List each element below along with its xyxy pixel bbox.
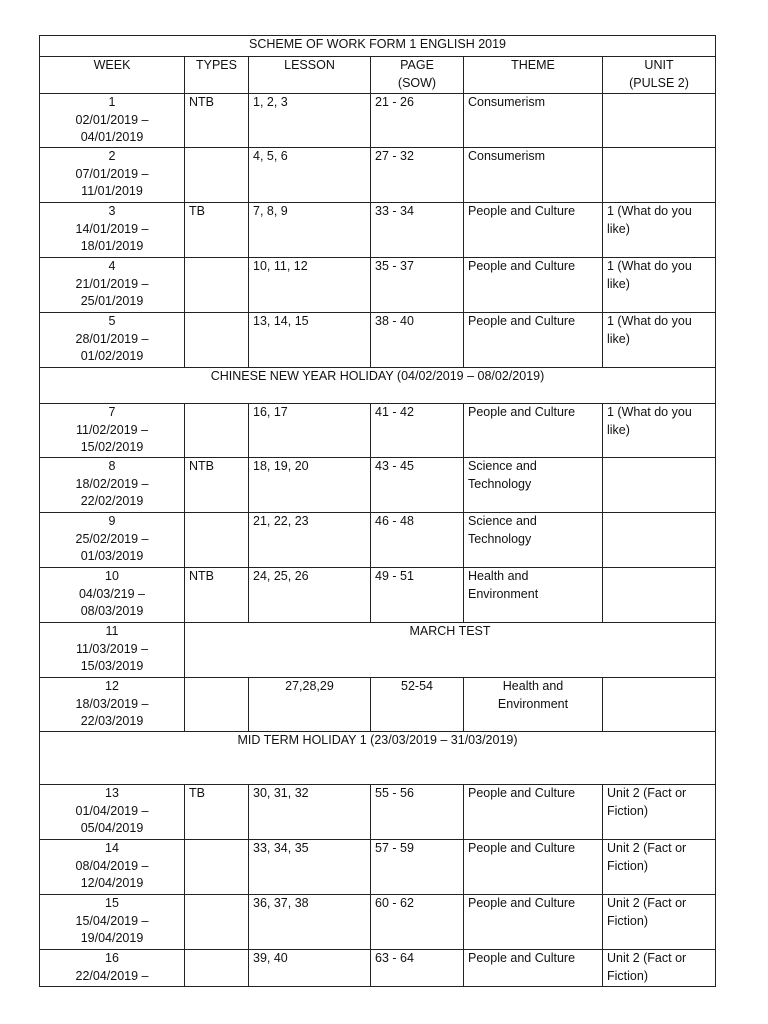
table-body: [40, 94, 716, 987]
week-end-date: 22/03/2019: [80, 714, 144, 728]
week-end-date: 01/02/2019: [80, 349, 144, 363]
week-number: 7: [108, 405, 116, 419]
type-cell: [185, 950, 249, 987]
week-start-date: 28/01/2019 –: [75, 331, 149, 346]
lesson-cell: 18, 19, 20: [249, 458, 371, 513]
unit-cell: 1 (What do you like): [603, 404, 716, 458]
week-end-date: 18/01/2019: [80, 239, 144, 253]
holiday-row: [40, 732, 716, 785]
type-cell: TB: [185, 785, 249, 840]
week-end-date: 25/01/2019: [80, 294, 144, 308]
unit-cell: [603, 568, 716, 623]
page-cell: 21 - 26: [371, 94, 464, 148]
week-end-date: 01/03/2019: [80, 549, 144, 563]
header-page: [371, 57, 464, 94]
lesson-cell: 1, 2, 3: [249, 94, 371, 148]
unit-cell: [603, 458, 716, 513]
holiday-label: MID TERM HOLIDAY 1 (23/03/2019 – 31/03/2019): [40, 732, 716, 785]
week-number: 4: [108, 259, 116, 273]
theme-cell: People and Culture: [464, 313, 603, 368]
week-number: 2: [108, 149, 116, 163]
page-cell: 55 - 56: [371, 785, 464, 840]
lesson-cell: 30, 31, 32: [249, 785, 371, 840]
theme-cell: Health and Environment: [464, 678, 603, 732]
week-start-date: 21/01/2019 –: [75, 276, 149, 291]
theme-cell: Health and Environment: [464, 568, 603, 623]
unit-cell: 1 (What do you like): [603, 258, 716, 313]
page-cell: 43 - 45: [371, 458, 464, 513]
header-unit-line2: (PULSE 2): [629, 75, 689, 90]
week-cell: [40, 678, 185, 732]
header-lesson: LESSON: [249, 57, 371, 94]
week-start-date: 01/04/2019 –: [75, 803, 149, 818]
unit-cell: Unit 2 (Fact or Fiction): [603, 950, 716, 987]
week-cell: [40, 623, 185, 678]
page-cell: 60 - 62: [371, 895, 464, 950]
week-number: 15: [105, 896, 119, 910]
unit-cell: 1 (What do you like): [603, 203, 716, 258]
week-end-date: 22/02/2019: [80, 494, 144, 508]
theme-cell: People and Culture: [464, 950, 603, 987]
type-cell: [185, 840, 249, 895]
unit-cell: [603, 148, 716, 203]
type-cell: NTB: [185, 568, 249, 623]
week-cell: [40, 785, 185, 840]
unit-cell: Unit 2 (Fact or Fiction): [603, 840, 716, 895]
week-cell: [40, 148, 185, 203]
week-number: 11: [105, 624, 119, 638]
theme-cell: Consumerism: [464, 148, 603, 203]
header-types: TYPES: [185, 57, 249, 94]
theme-cell: People and Culture: [464, 203, 603, 258]
week-cell: [40, 895, 185, 950]
lesson-cell: 33, 34, 35: [249, 840, 371, 895]
week-cell: [40, 313, 185, 368]
theme-cell: Science and Technology: [464, 458, 603, 513]
week-cell: [40, 203, 185, 258]
week-end-date: 05/04/2019: [80, 821, 144, 835]
week-cell: [40, 950, 185, 987]
table-row: [40, 623, 716, 678]
week-start-date: 07/01/2019 –: [75, 166, 149, 181]
table-row: [40, 94, 716, 148]
page-cell: 52-54: [371, 678, 464, 732]
type-cell: NTB: [185, 94, 249, 148]
week-start-date: 25/02/2019 –: [75, 531, 149, 546]
lesson-cell: 10, 11, 12: [249, 258, 371, 313]
page-cell: 35 - 37: [371, 258, 464, 313]
theme-cell: People and Culture: [464, 785, 603, 840]
week-end-date: 19/04/2019: [80, 931, 144, 945]
lesson-cell: 36, 37, 38: [249, 895, 371, 950]
type-cell: [185, 513, 249, 568]
theme-cell: Consumerism: [464, 94, 603, 148]
week-cell: [40, 513, 185, 568]
week-number: 14: [105, 841, 119, 855]
unit-cell: 1 (What do you like): [603, 313, 716, 368]
header-unit-line1: UNIT: [644, 58, 674, 72]
table-row: [40, 313, 716, 368]
week-start-date: 18/02/2019 –: [75, 476, 149, 491]
table-row: [40, 785, 716, 840]
table-row: [40, 840, 716, 895]
table-row: [40, 895, 716, 950]
table-row: [40, 148, 716, 203]
page-cell: 38 - 40: [371, 313, 464, 368]
table-row: [40, 950, 716, 987]
page-cell: 27 - 32: [371, 148, 464, 203]
week-start-date: 11/02/2019 –: [75, 422, 149, 437]
week-start-date: 18/03/2019 –: [75, 696, 149, 711]
table-row: [40, 568, 716, 623]
week-start-date: 08/04/2019 –: [75, 858, 149, 873]
unit-cell: Unit 2 (Fact or Fiction): [603, 895, 716, 950]
table-row: [40, 513, 716, 568]
table-title: SCHEME OF WORK FORM 1 ENGLISH 2019: [40, 36, 716, 57]
theme-cell: Science and Technology: [464, 513, 603, 568]
header-page-line2: (SOW): [397, 75, 437, 90]
week-end-date: 15/02/2019: [80, 440, 144, 454]
page-cell: 63 - 64: [371, 950, 464, 987]
test-label: MARCH TEST: [185, 623, 716, 678]
table-row: [40, 258, 716, 313]
type-cell: [185, 678, 249, 732]
week-start-date: 11/03/2019 –: [75, 641, 149, 656]
header-week: WEEK: [40, 57, 185, 94]
table-row: [40, 203, 716, 258]
week-number: 13: [105, 786, 119, 800]
page-cell: 57 - 59: [371, 840, 464, 895]
page-cell: 49 - 51: [371, 568, 464, 623]
table-row: [40, 458, 716, 513]
week-cell: [40, 404, 185, 458]
header-page-line1: PAGE: [400, 58, 434, 72]
week-start-date: 22/04/2019 –: [75, 968, 149, 983]
week-end-date: 15/03/2019: [80, 659, 144, 673]
week-start-date: 02/01/2019 –: [75, 112, 149, 127]
week-cell: [40, 258, 185, 313]
holiday-label: CHINESE NEW YEAR HOLIDAY (04/02/2019 – 08/02/2019): [40, 368, 716, 404]
page-cell: 41 - 42: [371, 404, 464, 458]
week-start-date: 15/04/2019 –: [75, 913, 149, 928]
week-start-date: 14/01/2019 –: [75, 221, 149, 236]
table-row: [40, 678, 716, 732]
holiday-row: [40, 368, 716, 404]
week-end-date: 12/04/2019: [80, 876, 144, 890]
lesson-cell: 21, 22, 23: [249, 513, 371, 568]
unit-cell: [603, 678, 716, 732]
week-end-date: 11/01/2019: [81, 184, 143, 198]
unit-cell: Unit 2 (Fact or Fiction): [603, 785, 716, 840]
week-cell: [40, 568, 185, 623]
header-unit: [603, 57, 716, 94]
week-cell: [40, 94, 185, 148]
type-cell: TB: [185, 203, 249, 258]
theme-cell: People and Culture: [464, 840, 603, 895]
lesson-cell: 16, 17: [249, 404, 371, 458]
header-theme: THEME: [464, 57, 603, 94]
week-cell: [40, 458, 185, 513]
week-number: 12: [105, 679, 119, 693]
week-number: 8: [108, 459, 116, 473]
table-row: [40, 404, 716, 458]
header-row: [40, 57, 716, 94]
theme-cell: People and Culture: [464, 258, 603, 313]
week-number: 1: [108, 95, 116, 109]
lesson-cell: 39, 40: [249, 950, 371, 987]
type-cell: NTB: [185, 458, 249, 513]
lesson-cell: 4, 5, 6: [249, 148, 371, 203]
page-cell: 33 - 34: [371, 203, 464, 258]
week-end-date: 04/01/2019: [80, 130, 144, 144]
lesson-cell: 13, 14, 15: [249, 313, 371, 368]
week-number: 5: [108, 314, 116, 328]
page-cell: 46 - 48: [371, 513, 464, 568]
week-number: 3: [108, 204, 116, 218]
week-number: 16: [105, 951, 119, 965]
lesson-cell: 24, 25, 26: [249, 568, 371, 623]
week-number: 9: [108, 514, 116, 528]
week-cell: [40, 840, 185, 895]
type-cell: [185, 258, 249, 313]
week-end-date: 08/03/2019: [80, 604, 144, 618]
type-cell: [185, 404, 249, 458]
theme-cell: People and Culture: [464, 404, 603, 458]
week-start-date: 04/03/219 –: [78, 586, 146, 601]
type-cell: [185, 148, 249, 203]
theme-cell: People and Culture: [464, 895, 603, 950]
scheme-of-work-table: [39, 35, 716, 987]
week-number: 10: [105, 569, 119, 583]
lesson-cell: 27,28,29: [249, 678, 371, 732]
type-cell: [185, 313, 249, 368]
unit-cell: [603, 513, 716, 568]
type-cell: [185, 895, 249, 950]
unit-cell: [603, 94, 716, 148]
lesson-cell: 7, 8, 9: [249, 203, 371, 258]
